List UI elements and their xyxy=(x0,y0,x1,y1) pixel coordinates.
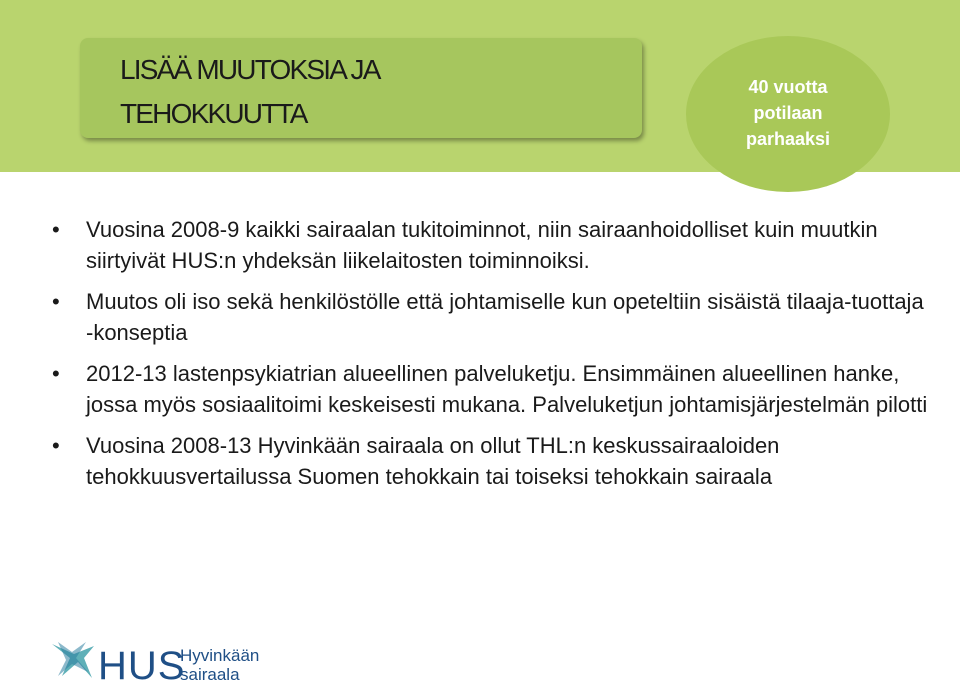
bullet-item xyxy=(52,214,932,276)
hus-logo-icon xyxy=(48,638,96,682)
title-line-1: LISÄÄ MUUTOKSIA JA xyxy=(120,54,380,85)
hospital-name xyxy=(180,646,259,684)
bullet-item xyxy=(52,286,932,348)
badge-line-1: 40 vuotta xyxy=(748,77,828,97)
hospital-name-line-2: sairaala xyxy=(180,665,240,684)
hus-logo xyxy=(48,636,288,688)
title-line-2: TEHOKKUUTTA xyxy=(120,98,307,129)
badge-line-2: potilaan xyxy=(753,103,823,123)
bullet-item xyxy=(52,430,932,492)
bullet-text: Muutos oli iso sekä henkilöstölle että johtamiselle kun opeteltiin sisäistä tilaaja-tuottaja -konseptia xyxy=(86,289,924,345)
hus-brand: HUS xyxy=(98,644,186,688)
bullet-item xyxy=(52,358,932,420)
bullet-dot: • xyxy=(52,433,60,458)
slide-title xyxy=(120,48,640,136)
badge-text xyxy=(686,74,890,152)
bullet-list xyxy=(52,214,932,502)
bullet-text: Vuosina 2008-13 Hyvinkään sairaala on ollut THL:n keskussairaaloiden tehokkuusvertailussa Suomen tehokkain tai toiseksi tehokkain sairaala xyxy=(86,433,780,489)
bullet-text: Vuosina 2008-9 kaikki sairaalan tukitoiminnot, niin sairaanhoidolliset kuin muutkin siirtyivät HUS:n yhdeksän liikelaitosten toiminnoiksi. xyxy=(86,217,878,273)
bullet-dot: • xyxy=(52,361,60,386)
badge-line-3: parhaaksi xyxy=(745,129,831,149)
bullet-dot: • xyxy=(52,217,60,242)
hospital-name-line-1: Hyvinkään xyxy=(180,646,260,665)
bullet-dot: • xyxy=(52,289,60,314)
bullet-text: 2012-13 lastenpsykiatrian alueellinen palveluketju. Ensimmäinen alueellinen hanke, jossa myös sosiaalitoimi keskeisesti mukana. Palveluketjun johtamisjärjestelmän pilotti xyxy=(86,361,928,417)
